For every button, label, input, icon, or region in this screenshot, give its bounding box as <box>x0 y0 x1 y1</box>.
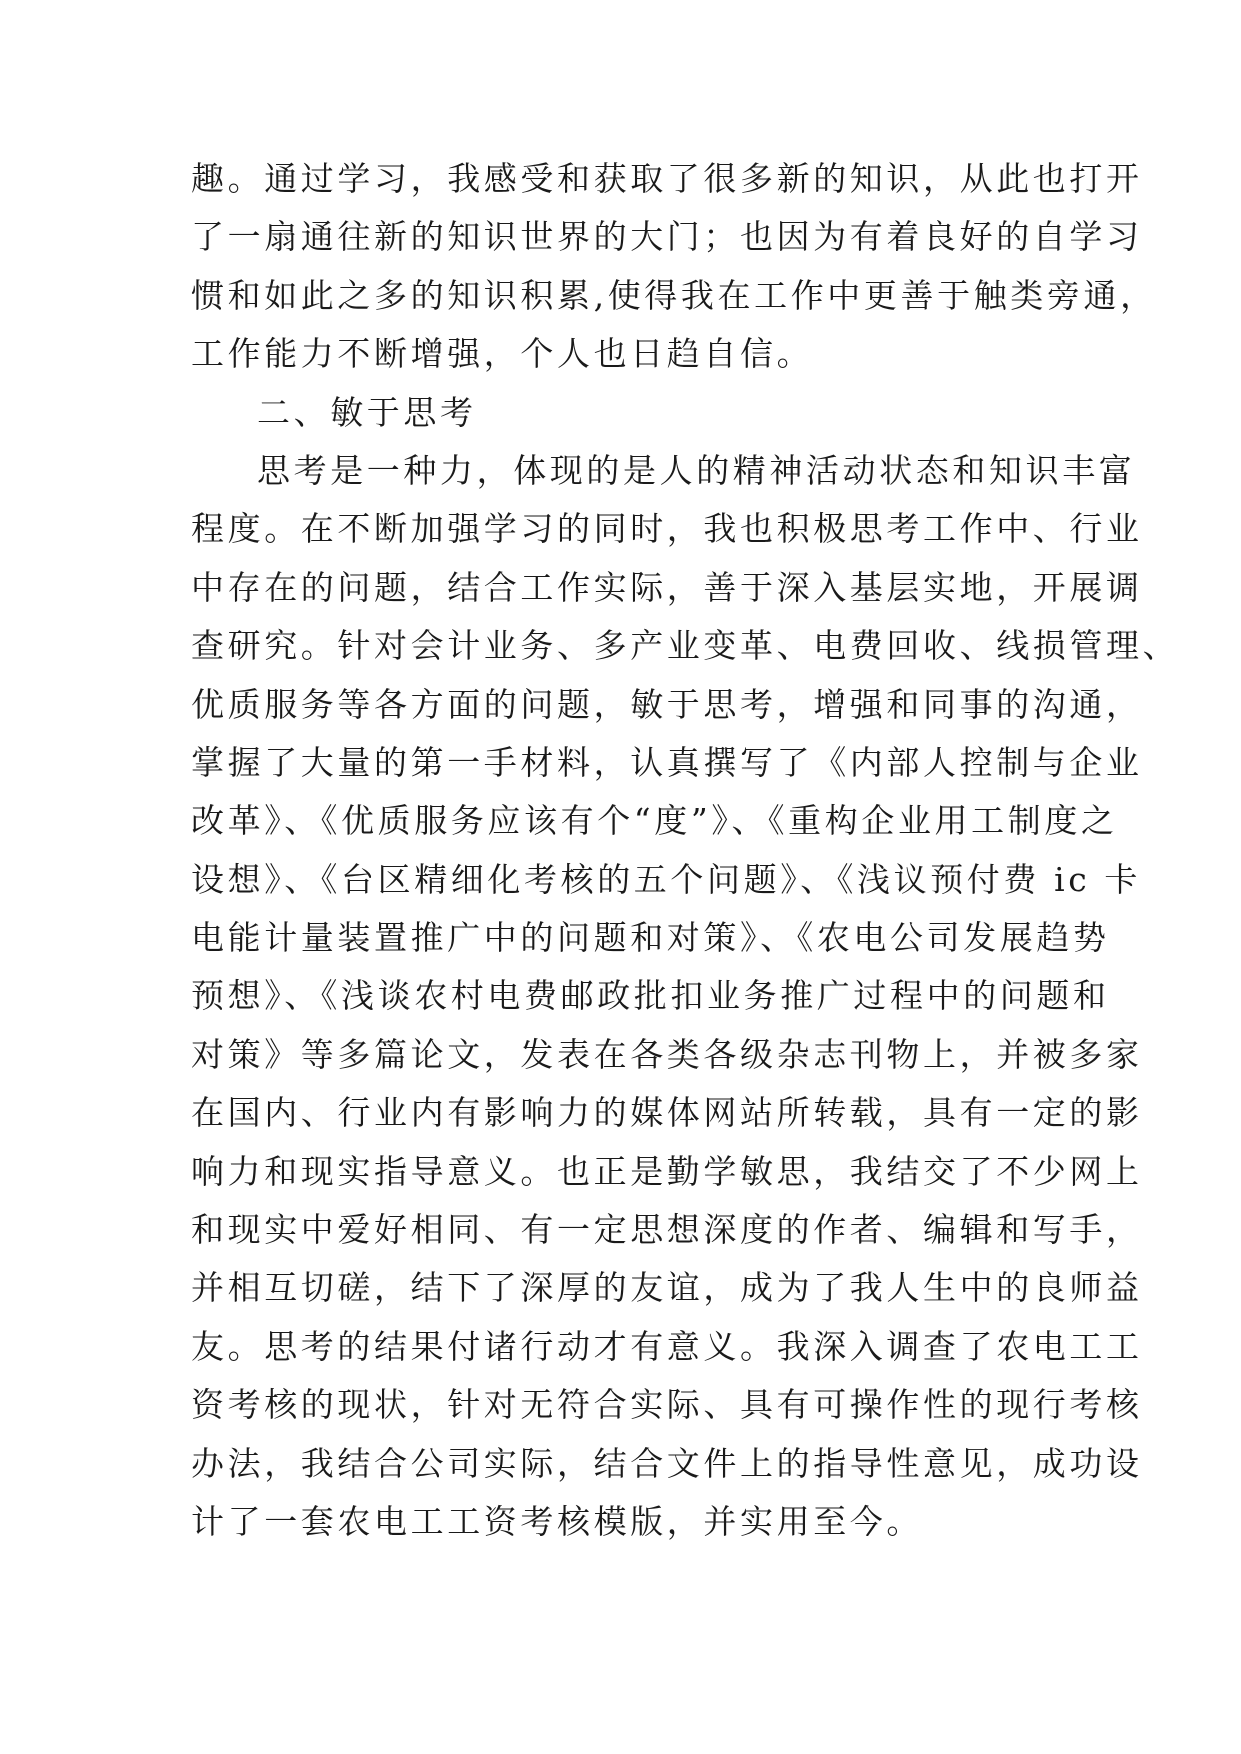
text-line: 预想》、《浅谈农村电费邮政批扣业务推广过程中的问题和 <box>191 976 1110 1016</box>
text-line: 设想》、《台区精细化考核的五个问题》、《浅议预付费 ic 卡 <box>191 859 1142 899</box>
body-text <box>191 150 1180 1551</box>
text-line: 惯和如此之多的知识积累,使得我在工作中更善于触类旁通， <box>191 275 1157 315</box>
text-line: 查研究。针对会计业务、多产业变革、电费回收、线损管理、 <box>191 626 1180 666</box>
text-line: 思考是一种力，体现的是人的精神活动状态和知识丰富 <box>257 450 1136 490</box>
text-line: 对策》等多篇论文，发表在各类各级杂志刊物上，并被多家 <box>191 1034 1143 1074</box>
text-line: 友。思考的结果付诸行动才有意义。我深入调查了农电工工 <box>191 1326 1143 1366</box>
text-line: 趣。通过学习，我感受和获取了很多新的知识，从此也打开 <box>191 159 1143 198</box>
text-line: 和现实中爱好相同、有一定思想深度的作者、编辑和写手， <box>191 1210 1143 1250</box>
text-line: 工作能力不断增强，个人也日趋自信。 <box>191 334 814 374</box>
section-heading: 二、敏于思考 <box>257 392 477 432</box>
text-line: 资考核的现状，针对无符合实际、具有可操作性的现行考核 <box>191 1385 1143 1425</box>
text-line: 电能计量装置推广中的问题和对策》、《农电公司发展趋势 <box>191 918 1110 958</box>
text-line: 了一扇通往新的知识世界的大门；也因为有着良好的自学习 <box>191 217 1143 257</box>
text-line: 中存在的问题，结合工作实际，善于深入基层实地，开展调 <box>191 567 1143 607</box>
text-line: 办法，我结合公司实际，结合文件上的指导性意见，成功设 <box>191 1443 1143 1483</box>
text-line: 并相互切磋，结下了深厚的友谊，成为了我人生中的良师益 <box>191 1268 1143 1308</box>
text-line: 响力和现实指导意义。也正是勤学敏思，我结交了不少网上 <box>191 1151 1143 1191</box>
text-line: 优质服务等各方面的问题，敏于思考，增强和同事的沟通， <box>191 684 1143 724</box>
text-line: 掌握了大量的第一手材料，认真撰写了《内部人控制与企业 <box>191 742 1143 782</box>
text-line: 程度。在不断加强学习的同时，我也积极思考工作中、行业 <box>191 509 1143 549</box>
text-line: 在国内、行业内有影响力的媒体网站所转载，具有一定的影 <box>191 1093 1143 1133</box>
text-line: 改革》、《优质服务应该有个“度”》、《重构企业用工制度之 <box>191 801 1118 841</box>
text-line: 计了一套农电工工资考核模版，并实用至今。 <box>191 1501 923 1541</box>
